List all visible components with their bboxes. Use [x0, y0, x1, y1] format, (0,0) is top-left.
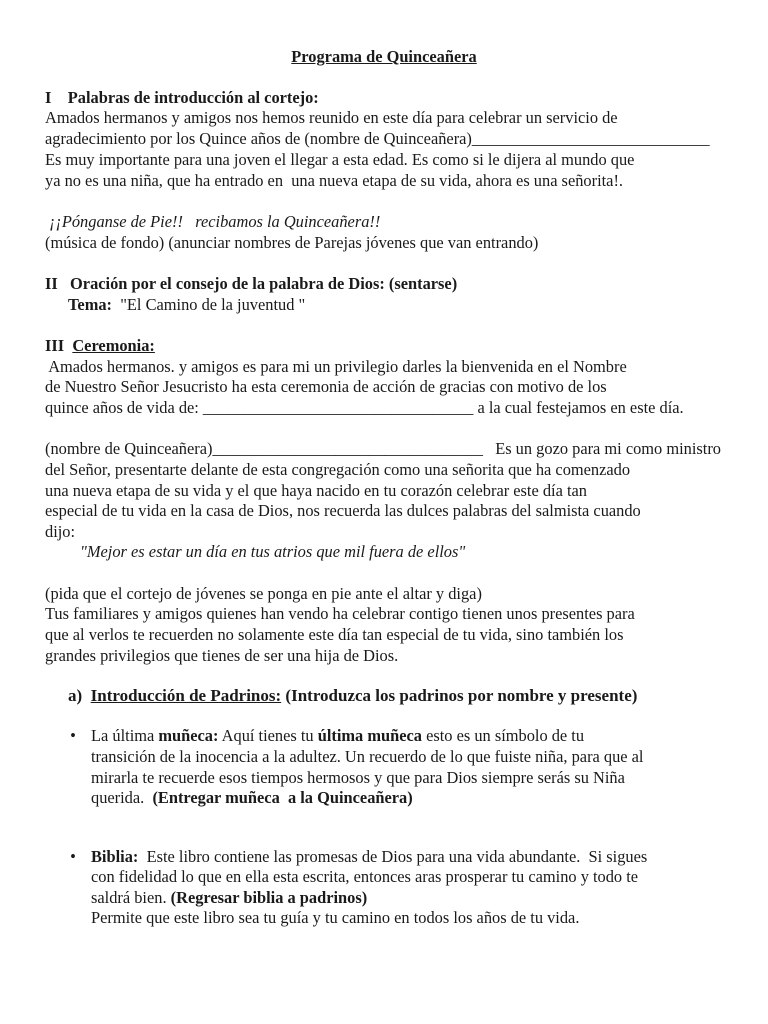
section-3-title: Ceremonia: — [72, 336, 155, 355]
section-1-line: ya no es una niña, que ha entrado en una nueva etapa de su vida, ahora es una señorita!. — [45, 171, 624, 190]
text-bold: Biblia: — [91, 847, 139, 866]
section-3-line: Amados hermanos. y amigos es para mi un privilegio darles la bienvenida en el Nombre — [45, 357, 627, 376]
bullet-2-line — [91, 847, 647, 868]
section-1-line: Es muy importante para una joven el llegar a esta edad. Es como si le dijera al mundo que — [45, 150, 635, 169]
section-3-line: especial de tu vida en la casa de Dios, nos recuerda las dulces palabras del salmista cuando — [45, 501, 641, 520]
text-segment: La última — [91, 726, 159, 745]
section-3-line: una nueva etapa de su vida y el que haya nacido en tu corazón celebrar este día tan — [45, 481, 588, 500]
tema-label: Tema: — [68, 295, 113, 314]
instruction-bold: (Regresar biblia a padrinos) — [170, 888, 368, 907]
bullet-2-line: con fidelidad lo que en ella esta escrita, entonces aras prosperar tu camino y todo te — [91, 867, 639, 886]
bullet-icon: • — [70, 847, 76, 866]
section-3-line: dijo: — [45, 522, 76, 541]
bullet-1-line: transición de la inocencia a la adultez. Un recuerdo de lo que fuiste niña, para que al — [91, 747, 644, 766]
section-1-line: agradecimiento por los Quince años de (nombre de Quinceañera)_____________________________ — [45, 129, 710, 148]
text-segment: Aquí tienes tu — [218, 726, 318, 745]
bullet-1-line — [91, 788, 413, 809]
bullet-icon: • — [70, 726, 76, 745]
subsection-a-instruction: (Introduzca los padrinos por nombre y presente) — [281, 686, 638, 705]
psalm-quote: "Mejor es estar un día en tus atrios que mil fuera de ellos" — [80, 542, 466, 561]
section-3-line: quince años de vida de: _________________________________ a la cual festejamos en este día. — [45, 398, 684, 417]
section-3-line: (pida que el cortejo de jóvenes se ponga en pie ante el altar y diga) — [45, 584, 482, 603]
section-1-heading: I Palabras de introducción al cortejo: — [45, 88, 319, 107]
page-title: Programa de Quinceañera — [291, 47, 477, 66]
text-segment: saldrá bien. — [91, 888, 171, 907]
section-1-line: Amados hermanos y amigos nos hemos reunido en este día para celebrar un servicio de — [45, 108, 618, 127]
text-bold: última muñeca — [317, 726, 422, 745]
section-3-line: de Nuestro Señor Jesucristo ha esta ceremonia de acción de gracias con motivo de los — [45, 377, 607, 396]
section-3-line: grandes privilegios que tienes de ser una hija de Dios. — [45, 646, 399, 665]
bullet-1-line — [91, 726, 584, 747]
section-3-line: (nombre de Quinceañera)_________________________________ Es un gozo para mi como ministro — [45, 439, 721, 458]
text-bold: muñeca: — [158, 726, 219, 745]
section-1-note: (música de fondo) (anunciar nombres de Parejas jóvenes que van entrando) — [45, 233, 539, 252]
subsection-a-heading — [68, 686, 637, 707]
bullet-1-line: mirarla te recuerde esos tiempos hermosos y que para Dios siempre serás su Niña — [91, 768, 625, 787]
text-segment: Este libro contiene las promesas de Dios para una vida abundante. Si sigues — [138, 847, 648, 866]
text-segment: esto es un símbolo de tu — [421, 726, 585, 745]
instruction-bold: (Entregar muñeca a la Quinceañera) — [152, 788, 413, 807]
section-2-tema — [68, 295, 305, 316]
section-3-line: Tus familiares y amigos quienes han vendo ha celebrar contigo tienen unos presentes para — [45, 604, 635, 623]
bullet-2-line — [91, 888, 367, 909]
tema-value: "El Camino de la juventud " — [112, 295, 306, 314]
section-1-exclamation: ¡¡Pónganse de Pie!! recibamos la Quinceañera!! — [45, 212, 381, 231]
text-segment: querida. — [91, 788, 153, 807]
section-3-number: III — [45, 336, 73, 355]
subsection-a-title: Introducción de Padrinos: — [90, 686, 282, 705]
section-3-line: que al verlos te recuerden no solamente este día tan especial de tu vida, sino también los — [45, 625, 624, 644]
section-2-heading: II Oración por el consejo de la palabra de Dios: (sentarse) — [45, 274, 458, 293]
section-3-line: del Señor, presentarte delante de esta congregación como una señorita que ha comenzado — [45, 460, 631, 479]
bullet-2-line: Permite que este libro sea tu guía y tu camino en todos los años de tu vida. — [91, 908, 580, 927]
subsection-a-label: a) — [68, 686, 91, 705]
section-3-heading — [45, 336, 155, 357]
